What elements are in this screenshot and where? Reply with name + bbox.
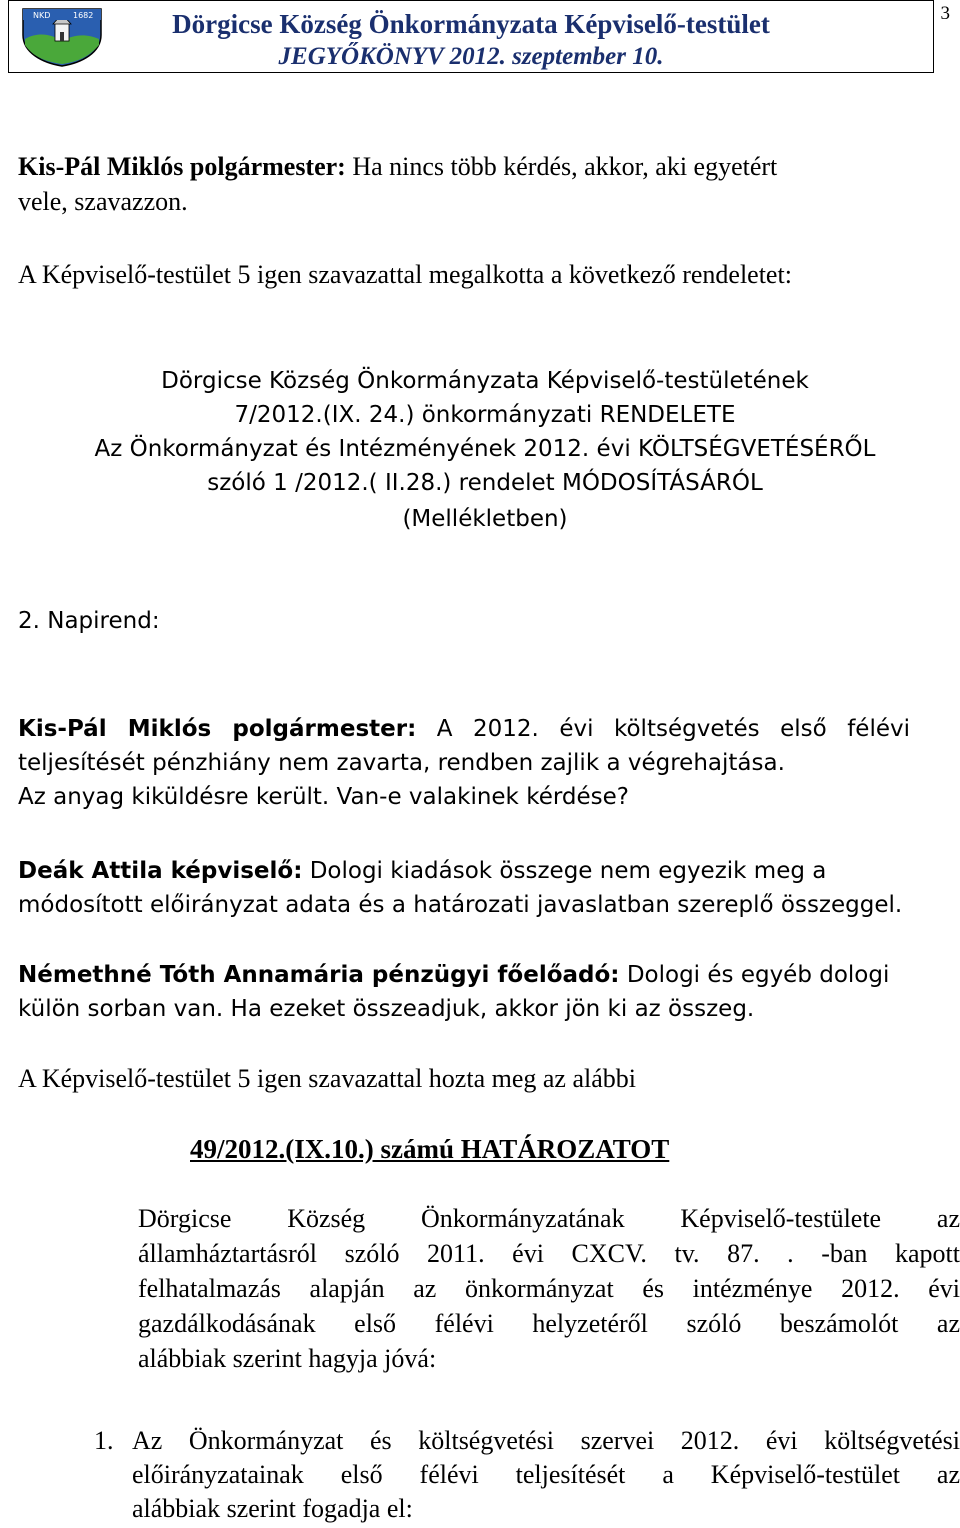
list-item-line: alábbiak szerint fogadja el:	[132, 1494, 413, 1523]
resolution-title: 49/2012.(IX.10.) számú HATÁROZATOT	[190, 1134, 670, 1164]
statement-line: külön sorban van. Ha ezeket összeadjuk, akkor jön ki az összeg.	[18, 996, 755, 1022]
resolution-line: alábbiak szerint hagyja jóvá:	[138, 1344, 437, 1373]
vote-statement: A Képviselő-testület 5 igen szavazattal megalkotta a következő rendeletet:	[18, 260, 792, 289]
header-title: Dörgicse Község Önkormányzata Képviselő-testület	[172, 9, 770, 39]
statement-line	[18, 150, 777, 184]
list-item-line: előirányzatainak első félévi teljesítését a Képviselő-testület az	[132, 1460, 960, 1489]
decree-line-4: szóló 1 /2012.( II.28.) rendelet MÓDOSÍTÁSÁRÓL	[207, 470, 763, 496]
decree-line-3: Az Önkormányzat és Intézményének 2012. évi KÖLTSÉGVETÉSÉRŐL	[94, 436, 876, 462]
resolution-line: államháztartásról szóló 2011. évi CXCV. tv. 87. . -ban kapott	[138, 1239, 960, 1268]
statement-text: Dologi és egyéb dologi	[619, 962, 890, 988]
list-item-line: Az Önkormányzat és költségvetési szervei 2012. évi költségvetési	[132, 1426, 960, 1455]
decree-line-1: Dörgicse Község Önkormányzata Képviselő-testületének	[161, 368, 809, 394]
page-header	[8, 0, 950, 73]
resolution-line: gazdálkodásának első félévi helyzetéről szóló beszámolót az	[138, 1309, 960, 1338]
statement-line: Az anyag kiküldésre került. Van-e valakinek kérdése?	[18, 784, 629, 810]
speaker-name: Némethné Tóth Annamária pénzügyi főelőadó:	[18, 962, 620, 988]
speaker-name: Kis-Pál Miklós polgármester:	[18, 152, 346, 181]
statement-line: módosított előirányzat adata és a határozati javaslatban szereplő összeggel.	[18, 892, 903, 918]
statement-line: vele, szavazzon.	[18, 187, 188, 216]
statement-text: A 2012. évi költségvetés első félévi	[416, 716, 910, 742]
statement-line	[18, 712, 910, 746]
svg-text:NKD: NKD	[33, 11, 51, 20]
village-crest-icon	[19, 5, 105, 67]
resolution-line: Dörgicse Község Önkormányzatának Képviselő-testülete az	[138, 1204, 960, 1233]
page-number: 3	[940, 3, 950, 24]
speaker-name: Kis-Pál Miklós polgármester:	[18, 716, 417, 742]
agenda-heading: 2. Napirend:	[18, 608, 160, 634]
decree-line-2: 7/2012.(IX. 24.) önkormányzati RENDELETE	[234, 402, 736, 428]
vote-statement: A Képviselő-testület 5 igen szavazattal hozta meg az alábbi	[18, 1064, 636, 1093]
statement-line: teljesítését pénzhiány nem zavarta, rendben zajlik a végrehajtása.	[18, 750, 785, 776]
speaker-name: Deák Attila képviselő:	[18, 858, 303, 884]
statement-line	[18, 958, 889, 992]
resolution-line: felhatalmazás alapján az önkormányzat és intézménye 2012. évi	[138, 1274, 960, 1303]
statement-text: Dologi kiadások összege nem egyezik meg a	[302, 858, 827, 884]
header-subtitle: JEGYŐKÖNYV 2012. szeptember 10.	[278, 43, 664, 70]
statement-line	[18, 854, 826, 888]
decree-line-5: (Mellékletben)	[402, 506, 568, 532]
statement-text: Ha nincs több kérdés, akkor, aki egyetért	[345, 152, 778, 181]
list-item-number: 1.	[94, 1426, 114, 1455]
svg-text:1682: 1682	[73, 11, 94, 20]
